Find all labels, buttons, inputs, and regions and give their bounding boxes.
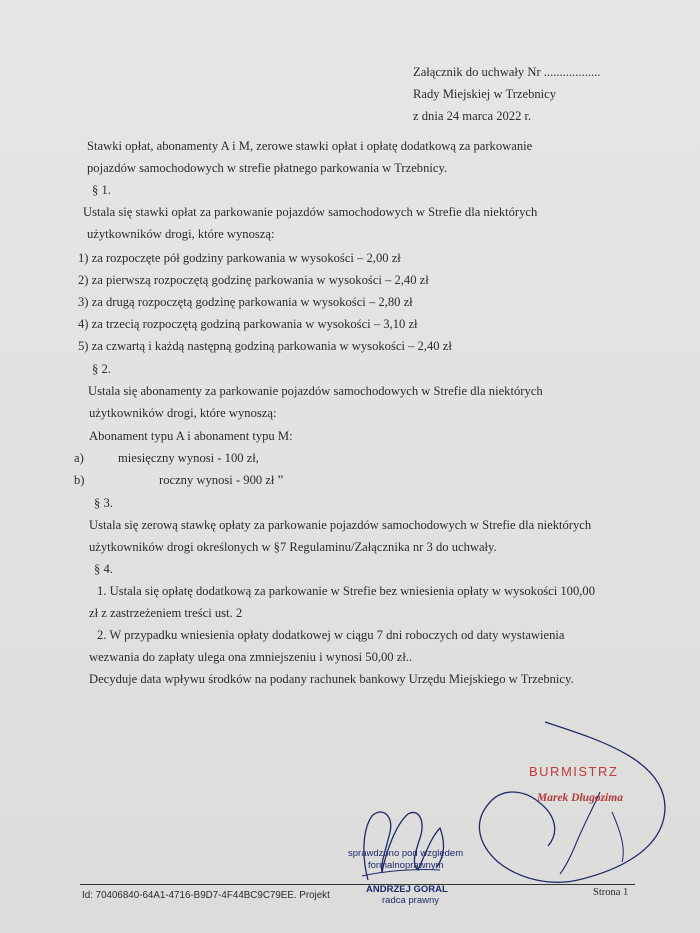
footer-rule <box>80 884 635 885</box>
section-3-text-2: użytkowników drogi określonych w §7 Regulaminu/Załącznika nr 3 do uchwały. <box>89 540 497 554</box>
mayor-signature-stroke <box>560 792 600 874</box>
mayor-signature-tail <box>612 812 623 862</box>
section-4-para-2b: wezwania do zapłaty ulega ona zmniejszeniu i wynosi 50,00 zł.. <box>89 650 413 664</box>
rate-item-1: 1) za rozpoczęte pół godziny parkowania w wysokości – 2,00 zł <box>78 251 401 265</box>
lawyer-stamp-line-2: formalnoprawnym <box>368 860 444 871</box>
section-4-heading: § 4. <box>94 562 113 576</box>
section-4-para-2a: 2. W przypadku wniesienia opłaty dodatkowej w ciągu 7 dni roboczych od daty wystawienia <box>97 628 565 642</box>
list-marker-a: a) <box>74 451 84 465</box>
subscription-monthly: miesięczny wynosi - 100 zł, <box>118 451 259 465</box>
header-council-line: Rady Miejskiej w Trzebnicy <box>413 87 557 101</box>
section-3-heading: § 3. <box>94 496 113 510</box>
header-date-line: z dnia 24 marca 2022 r. <box>413 109 532 123</box>
section-3-text-1: Ustala się zerową stawkę opłaty za parkowanie pojazdów samochodowych w Strefie dla niektórych <box>89 518 592 532</box>
section-2-text-1: Ustala się abonamenty za parkowanie pojazdów samochodowych w Strefie dla niektórych <box>88 384 543 398</box>
section-4-para-1b: zł z zastrzeżeniem treści ust. 2 <box>89 606 243 620</box>
section-2-heading: § 2. <box>92 362 111 376</box>
section-2-text-2: użytkowników drogi, które wynoszą: <box>89 406 277 420</box>
mayor-stamp-name: Marek Długozima <box>537 792 623 804</box>
section-4-para-1a: 1. Ustala się opłatę dodatkową za parkowanie w Strefie bez wniesienia opłaty w wysokości 100,00 <box>97 584 596 598</box>
footer-document-id: Id: 70406840-64A1-4716-B9D7-4F44BC9C79EE. Projekt <box>82 890 330 901</box>
section-4-para-3: Decyduje data wpływu środków na podany rachunek bankowy Urzędu Miejskiego w Trzebnicy. <box>89 672 574 686</box>
section-1-heading: § 1. <box>92 183 111 197</box>
footer-page-number: Strona 1 <box>593 887 629 898</box>
header-attachment-line: Załącznik do uchwały Nr .................. <box>413 65 601 79</box>
intro-line-2: pojazdów samochodowych w strefie płatnego parkowania w Trzebnicy. <box>87 161 448 175</box>
list-marker-b: b) <box>74 473 85 487</box>
rate-item-4: 4) za trzecią rozpoczętą godziną parkowania w wysokości – 3,10 zł <box>78 317 418 331</box>
lawyer-stamp-line-3: ANDRZEJ GORAL <box>366 884 448 895</box>
rate-item-3: 3) za drugą rozpoczętą godzinę parkowania w wysokości – 2,80 zł <box>78 295 413 309</box>
section-2-text-3: Abonament typu A i abonament typu M: <box>89 429 293 443</box>
subscription-yearly: roczny wynosi - 900 zł ” <box>159 473 284 487</box>
mayor-stamp-title: BURMISTRZ <box>529 764 619 779</box>
rate-item-2: 2) za pierwszą rozpoczętą godzinę parkowania w wysokości – 2,40 zł <box>78 273 429 287</box>
intro-line-1: Stawki opłat, abonamenty A i M, zerowe stawki opłat i opłatę dodatkową za parkowanie <box>87 139 533 153</box>
section-1-text-1: Ustala się stawki opłat za parkowanie pojazdów samochodowych w Strefie dla niektórych <box>83 205 538 219</box>
lawyer-stamp-line-4: radca prawny <box>382 895 440 906</box>
rate-item-5: 5) za czwartą i każdą następną godziną parkowania w wysokości – 2,40 zł <box>78 339 452 353</box>
section-1-text-2: użytkowników drogi, które wynoszą: <box>87 227 275 241</box>
lawyer-stamp-line-1: sprawdzono pod względem <box>348 848 464 859</box>
